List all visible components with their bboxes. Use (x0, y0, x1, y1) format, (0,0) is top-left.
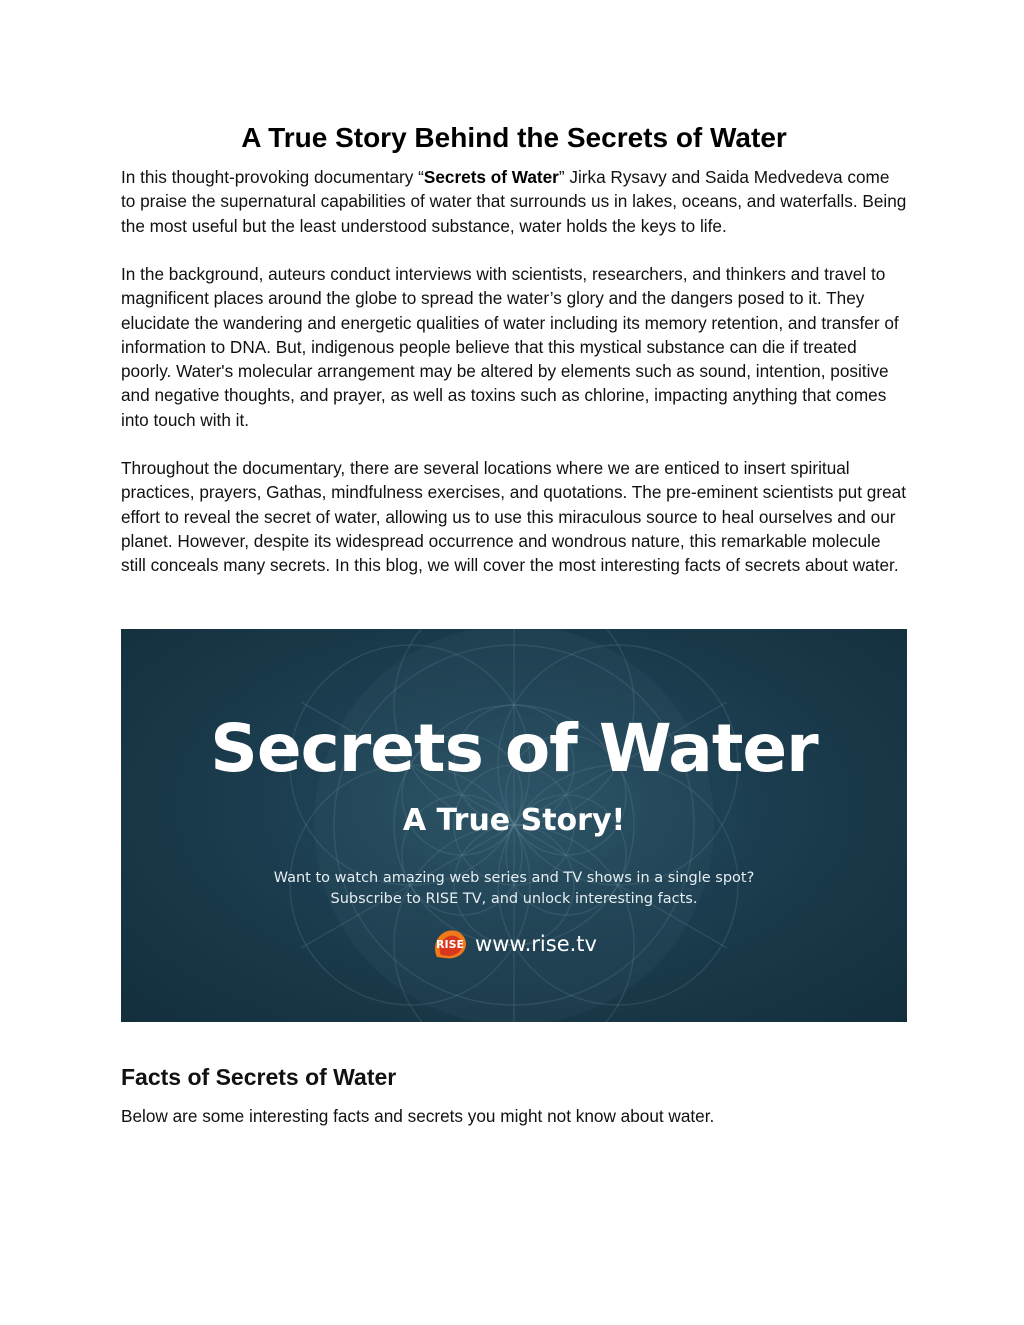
banner-subtitle: A True Story! (402, 803, 626, 838)
intro-paragraph (121, 165, 907, 238)
section-paragraph: Below are some interesting facts and secrets you might not know about water. (121, 1106, 715, 1126)
rise-tv-logo (431, 927, 469, 961)
document-title: A True Story Behind the Secrets of Water (241, 122, 787, 153)
background-paragraph: In the background, auteurs conduct interviews with scientists, researchers, and thinkers and travel to magnificent places around the globe to spread the water’s glory and the dangers posed to it. They elucidate the wandering and energetic qualities of water including its memory retention, and transfer of information to DNA. But, indigenous people believe that this mystical substance can die if treated poorly. Water's molecular arrangement may be altered by elements such as sound, intention, positive and negative thoughts, and prayer, as well as toxins such as chlorine, impacting anything that comes into touch with it. (121, 264, 899, 430)
intro-text-start: In this thought-provoking documentary “ (121, 167, 424, 187)
banner-title: Secrets of Water (210, 710, 818, 787)
section-heading: Facts of Secrets of Water (121, 1064, 397, 1090)
intro-bold-title: Secrets of Water (423, 167, 559, 187)
banner-tagline-line-2: Subscribe to RISE TV, and unlock interesting facts. (330, 891, 698, 907)
banner-tagline (121, 868, 907, 910)
banner-tagline-line-1: Want to watch amazing web series and TV shows in a single spot? (273, 870, 755, 886)
banner-url: www.rise.tv (475, 932, 597, 956)
banner-url-row (121, 927, 907, 961)
rise-logo-text: RISE (436, 937, 465, 951)
documentary-paragraph: Throughout the documentary, there are several locations where we are enticed to insert spiritual practices, prayers, Gathas, mindfulness exercises, and quotations. The pre-eminent scientists put great effort to reveal the secret of water, allowing us to use this miraculous source to heal ourselves and our planet. However, despite its widespread occurrence and wondrous nature, this remarkable molecule still conceals many secrets. In this blog, we will cover the most interesting facts of secrets about water. (121, 458, 906, 576)
intro-text-end: ” Jirka Rysavy and Saida Medvedeva come to praise the supernatural capabilities of water that surrounds us in lakes, oceans, and waterfalls. Being the most useful but the least understood substance, water holds the keys to life. (121, 167, 907, 236)
promo-banner-image (121, 629, 907, 1022)
